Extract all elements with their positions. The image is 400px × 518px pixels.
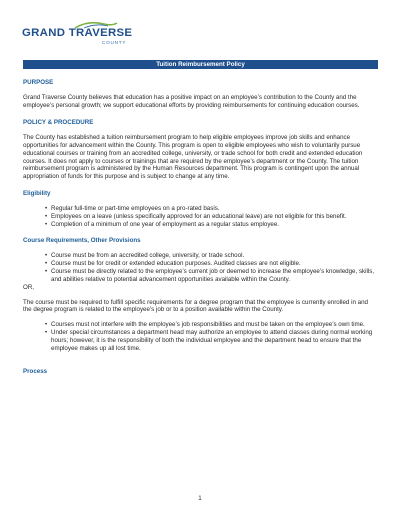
list-item: • Course must be directly related to the employee’s current job or deemed to increase the employee’s knowledge, skills, and abilities relative to potential advancement opportunities available within the County. — [51, 268, 378, 284]
list-item: • Course must be for credit or extended education purposes. Audited classes are not eligible. — [51, 260, 378, 268]
eligibility-list — [23, 205, 378, 229]
list-item: • Courses must not interfere with the employee’s job responsibilities and must be taken on the employee’s own time. — [51, 321, 378, 329]
or-label: OR, — [23, 283, 35, 291]
purpose-heading: PURPOSE — [23, 79, 54, 86]
document-title: Tuition Reimbursement Policy — [23, 60, 378, 69]
list-item: • Employees on a leave (unless specifically approved for an educational leave) are not eligible for this benefit. — [51, 213, 378, 221]
list-item: • Course must be from an accredited college, university, or trade school. — [51, 252, 378, 260]
policy-text: The County has established a tuition reimbursement program to help eligible employees improve job skills and enhance opportunities for advancement within the County. This program is open to eligible employees who wish to voluntarily pursue educational courses or training from an accredited college, university, or trade school for both credit and extended education courses. It does not apply to courses or trainings that are required by the employee’s department or the County. The tuition reimbursement program is administered by the Human Resources department. This program is contingent upon the annual appropriation of funds for this purpose and is subject to change at any time. — [23, 133, 363, 181]
policy-heading: POLICY & PROCEDURE — [23, 118, 94, 126]
county-logo — [22, 21, 132, 47]
eligibility-heading: Eligibility — [23, 190, 51, 198]
purpose-text: Grand Traverse County believes that education has a positive impact on an employee’s contribution to the County and the employee’s personal growth; we support educational efforts by providing reimbursements for continuing education courses. — [23, 94, 360, 109]
list-item: • Completion of a minimum of one year of employment as a regular status employee. — [51, 221, 378, 229]
degree-text: The course must be required to fulfill specific requirements for a degree program that the employee is currently enrolled in and the degree program is related to the employee’s job or to a position available within the County. — [23, 298, 368, 314]
course-requirements-heading: Course Requirements, Other Provisions — [23, 236, 141, 244]
logo-sub-text: COUNTY — [102, 40, 127, 45]
list-item: • Regular full-time or part-time employees on a pro-rated basis. — [51, 205, 378, 213]
document-body — [23, 79, 378, 376]
page-number: 1 — [198, 495, 202, 502]
logo-main-text: GRAND TRAVERSE — [22, 27, 133, 39]
course-provisions-list — [23, 321, 378, 353]
course-requirements-list — [23, 252, 378, 284]
list-item: • Under special circumstances a department head may authorize an employee to attend classes during normal working hours; however, it is the responsibility of both the individual employee and the department head to ensure that the employee makes up all lost time. — [51, 329, 378, 353]
process-heading: Process — [23, 367, 48, 375]
